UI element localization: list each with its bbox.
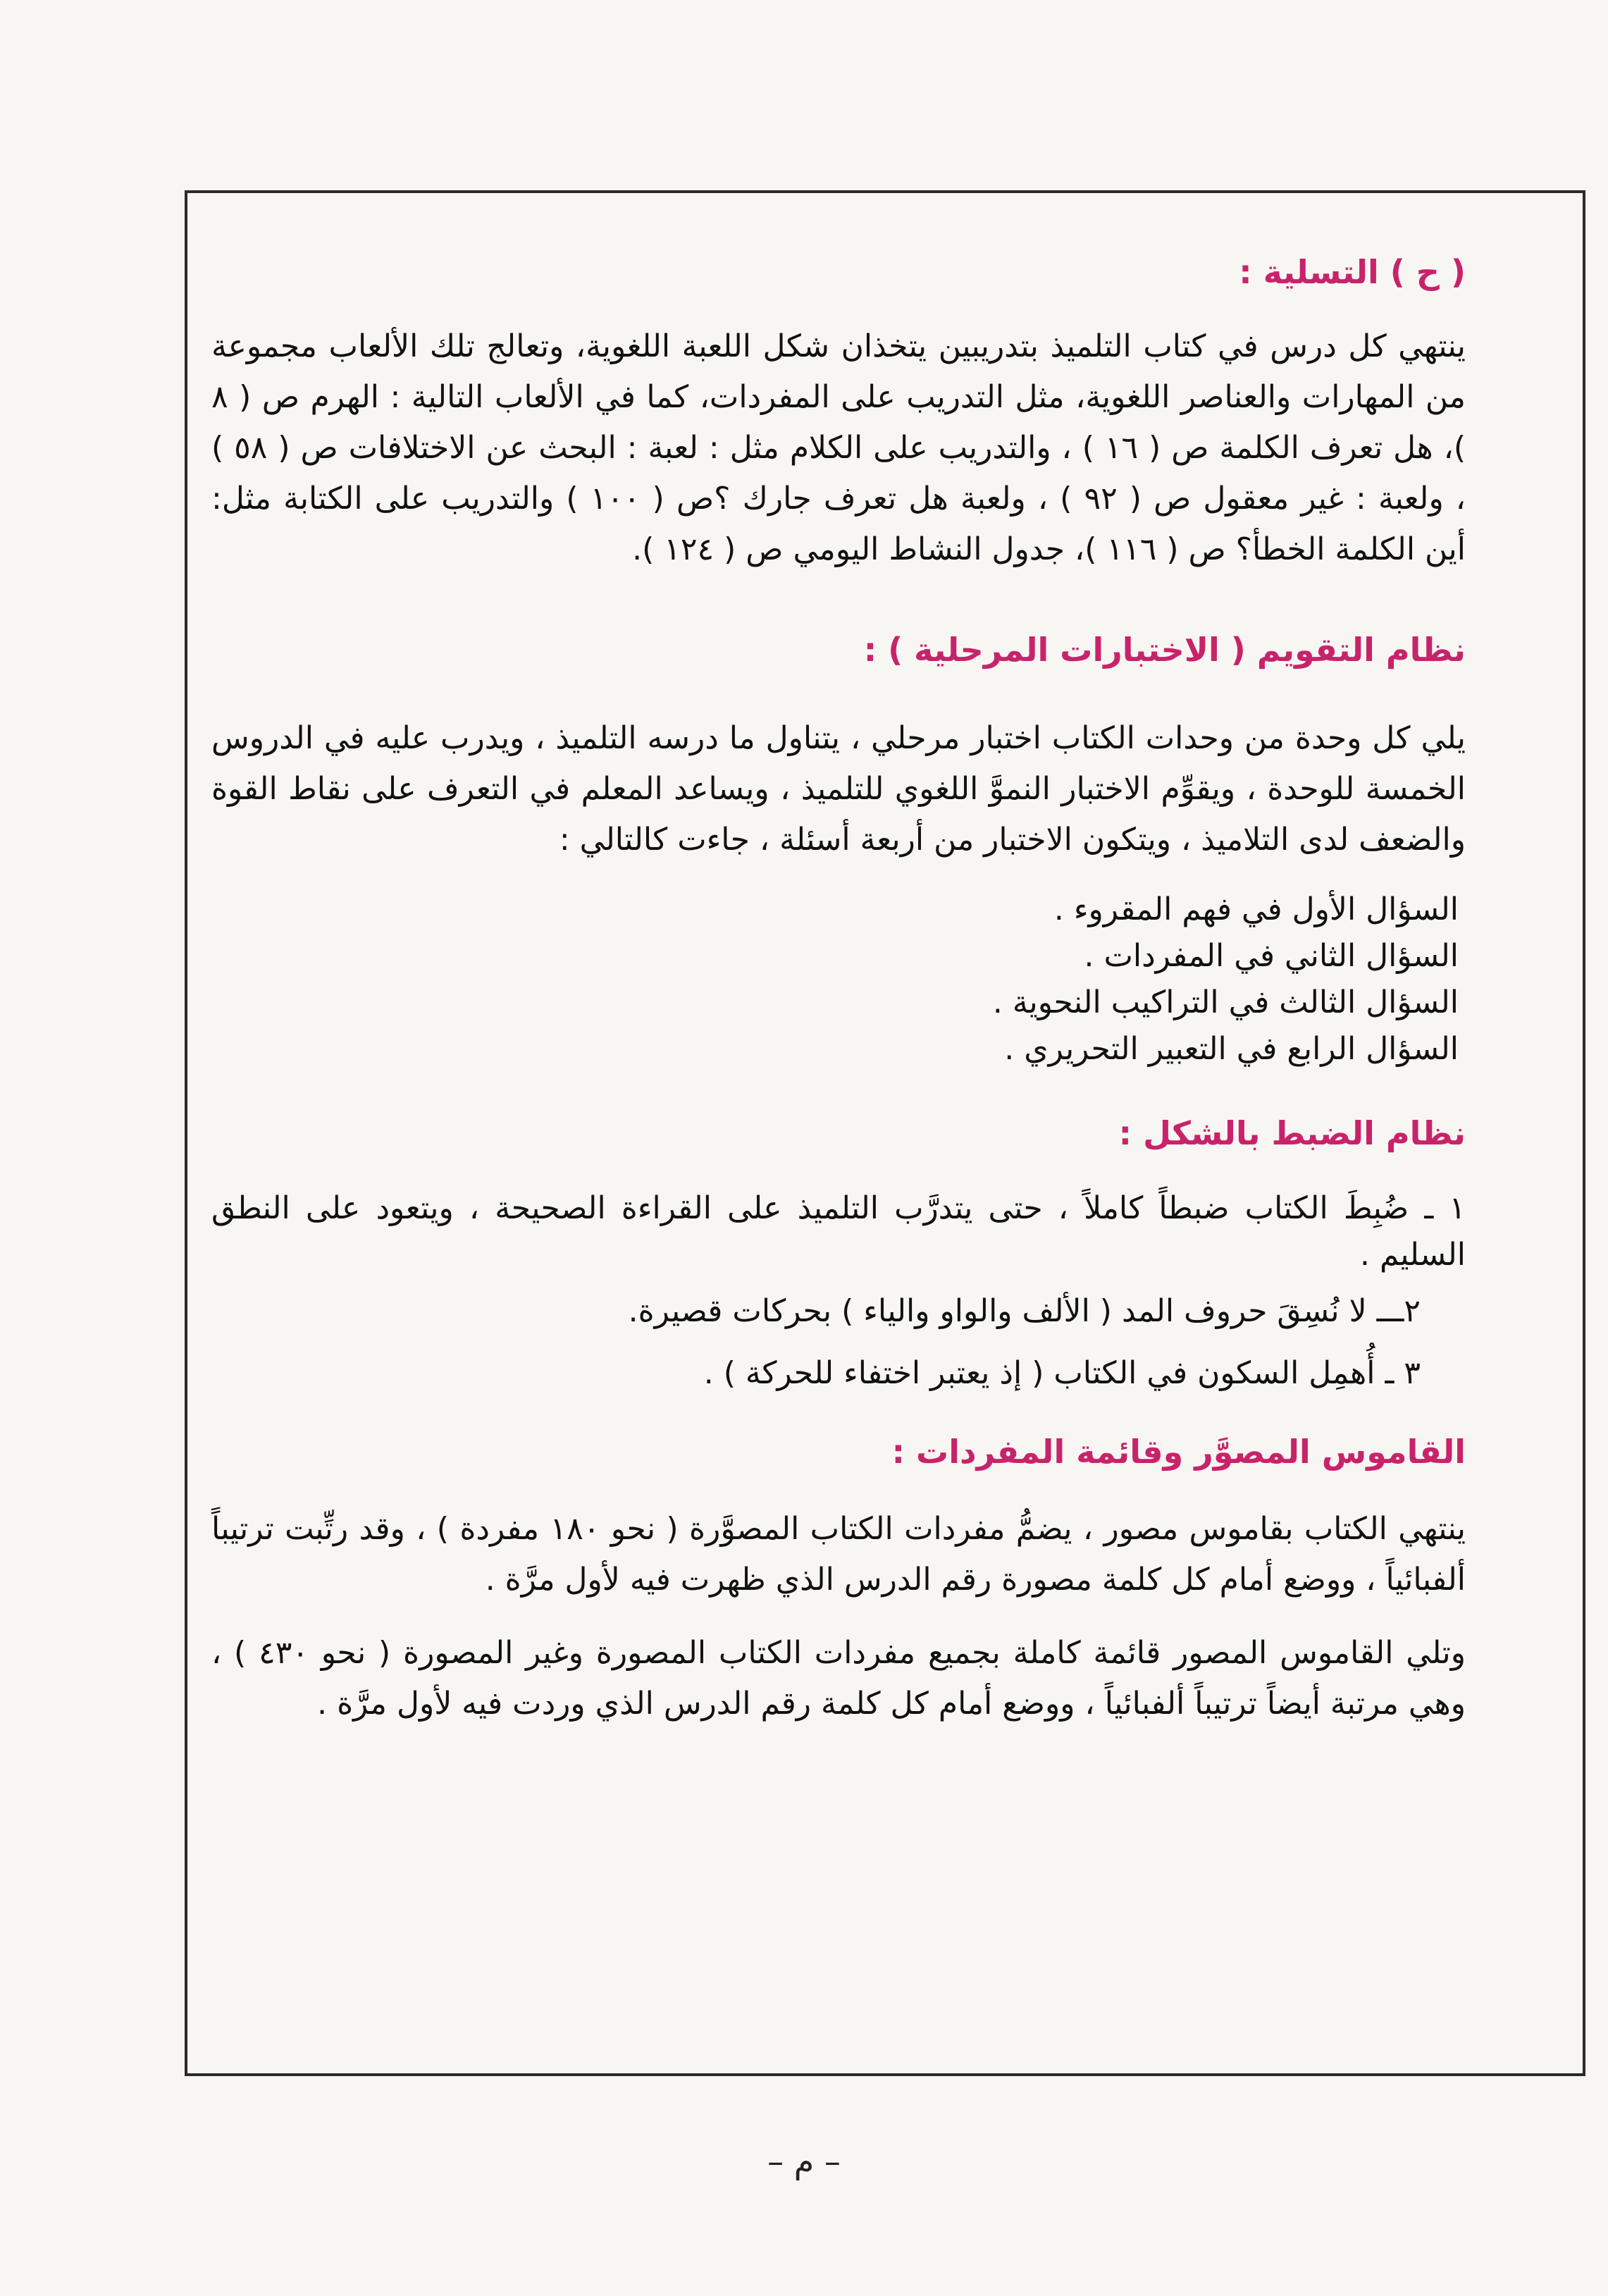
list-item: السؤال الأول في فهم المقروء . [1053,891,1459,927]
list-item: السؤال الثاني في المفردات . [1084,938,1459,974]
section-heading: ( ح ) التسلية : [1239,253,1466,291]
question-list [211,887,1466,1073]
section-heading: نظام التقويم ( الاختبارات المرحلية ) : [863,631,1466,669]
section-heading: القاموس المصوَّر وقائمة المفردات : [891,1433,1466,1471]
numbered-item: ١ ـ ضُبِطَ الكتاب ضبطاً كاملاً ، حتى يتدرَّب التلميذ على القراءة الصحيحة ، ويتعود على النطق السليم . [211,1190,1466,1273]
section-paragraph: وتلي القاموس المصور قائمة كاملة بجميع مفردات الكتاب المصورة وغير المصورة ( نحو ٤٣٠ ) ، وهي مرتبة أيضاً ترتيباً ألفبائياً ، ووضع أمام كل كلمة رقم الدرس الذي وردت فيه لأول مرَّة . [211,1635,1466,1722]
list-item: السؤال الرابع في التعبير التحريري . [1004,1031,1459,1067]
section-paragraph: ينتهي كل درس في كتاب التلميذ بتدريبين يتخذان شكل اللعبة اللغوية، وتعالج تلك الألعاب مجموعة من المهارات والعناصر اللغوية، مثل التدريب على المفردات، كما في الألعاب التالية : الهرم ص ( ٨ )، هل تعرف الكلمة ص ( ١٦ ) ، والتدريب على الكلام مثل : لعبة : البحث عن الاختلافات ص ( ٥٨ ) ، ولعبة : غير معقول ص ( ٩٢ ) ، ولعبة هل تعرف جارك ؟ص ( ١٠٠ ) والتدريب على الكتابة مثل: أين الكلمة الخطأ؟ ص ( ١١٦ )، جدول النشاط اليومي ص ( ١٢٤ ). [211,328,1466,567]
section-entertainment [211,251,1466,575]
section-evaluation-system [211,629,1466,1073]
section-vowel-marking [211,1112,1466,1397]
section-dictionary [211,1431,1466,1729]
section-paragraph: ينتهي الكتاب بقاموس مصور ، يضمُّ مفردات الكتاب المصوَّرة ( نحو ١٨٠ مفردة ) ، وقد رتِّبت ترتيباً ألفبائياً ، ووضع أمام كل كلمة مصورة رقم الدرس الذي ظهرت فيه لأول مرَّة . [211,1511,1466,1598]
section-heading: نظام الضبط بالشكل : [1118,1114,1466,1152]
section-paragraph: يلي كل وحدة من وحدات الكتاب اختبار مرحلي ، يتناول ما درسه التلميذ ، ويدرب عليه في الدروس الخمسة للوحدة ، ويقوِّم الاختبار النموَّ اللغوي للتلميذ ، ويساعد المعلم في التعرف على نقاط القوة والضعف لدى التلاميذ ، ويتكون الاختبار من أربعة أسئلة ، جاءت كالتالي : [211,720,1466,858]
numbered-item: ٢ـــ لا نُسِقَ حروف المد ( الألف والواو والياء ) بحركات قصيرة. [628,1293,1421,1329]
numbered-item: ٣ ـ أُهمِل السكون في الكتاب ( إذ يعتبر اختفاء للحركة ) . [703,1355,1421,1391]
page-number: – م – [767,2142,841,2180]
page-content [211,233,1466,1752]
list-item: السؤال الثالث في التراكيب النحوية . [992,985,1459,1020]
